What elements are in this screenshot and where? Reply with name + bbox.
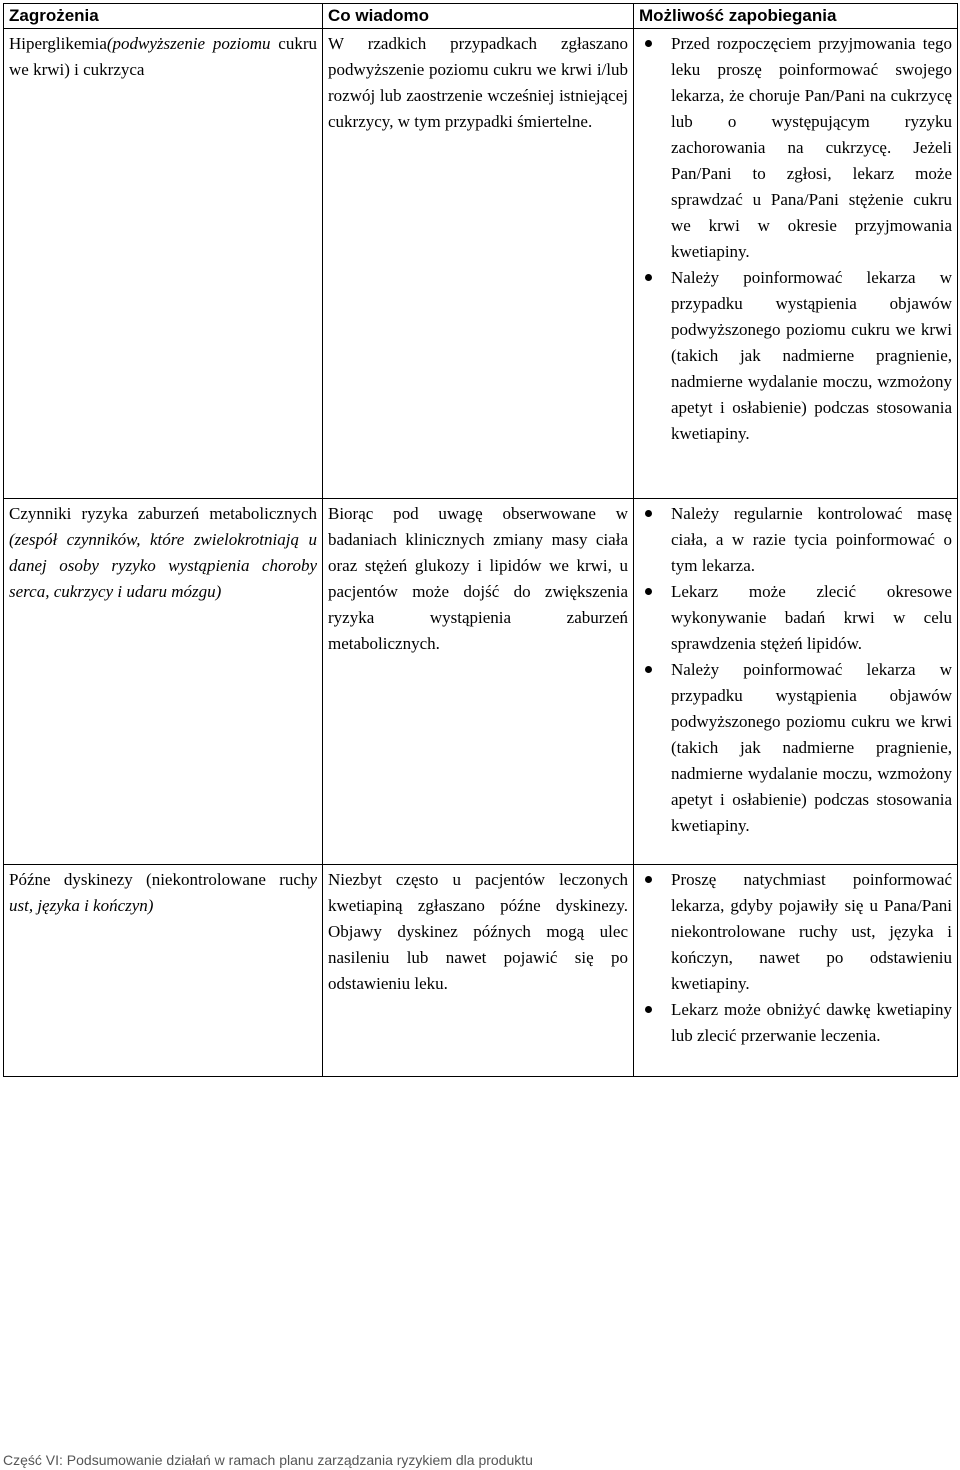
known-text: Biorąc pod uwagę obserwowane w badaniach klinicznych zmiany masy ciała oraz stężeń glukozy i lipidów we krwi, u pacjentów może dojść do zwiększenia ryzyka wystąpienia zaburzeń metabolicznych. bbox=[328, 504, 628, 653]
bullet-icon bbox=[645, 1006, 652, 1013]
risk-description: (podwyższenie poziomu bbox=[106, 34, 271, 53]
prevention-list bbox=[639, 31, 952, 447]
list-item-text: Lekarz może obniżyć dawkę kwetiapiny lub zlecić przerwanie leczenia. bbox=[671, 1000, 952, 1045]
bullet-icon bbox=[645, 40, 652, 47]
list-item-text: Należy poinformować lekarza w przypadku wystąpienia objawów podwyższonego poziomu cukru we krwi (takich jak nadmierne pragnienie, nadmierne wydalanie moczu, wzmożony apetyt i osłabienie) podczas stosowania kwetiapiny. bbox=[671, 660, 952, 835]
prevention-cell bbox=[634, 499, 958, 865]
prevention-cell bbox=[634, 865, 958, 1077]
table-row bbox=[4, 499, 958, 865]
known-text: W rzadkich przypadkach zgłaszano podwyższenie poziomu cukru we krwi i/lub rozwój lub zaostrzenie wcześniej istniejącej cukrzycy, w tym przypadki śmiertelne. bbox=[328, 34, 628, 131]
header-prevention: Możliwość zapobiegania bbox=[634, 4, 958, 29]
list-item bbox=[639, 31, 952, 265]
list-item bbox=[639, 657, 952, 839]
bullet-icon bbox=[645, 876, 652, 883]
risk-table bbox=[3, 3, 958, 1077]
prevention-cell bbox=[634, 29, 958, 499]
known-cell bbox=[323, 29, 634, 499]
table-header-row bbox=[4, 4, 958, 29]
header-known: Co wiadomo bbox=[323, 4, 634, 29]
list-item-text: Należy regularnie kontrolować masę ciała, a w razie tycia poinformować o tym lekarza. bbox=[671, 504, 952, 575]
risk-text bbox=[9, 867, 317, 919]
known-text: Niezbyt często u pacjentów leczonych kwetiapiną zgłaszano późne dyskinezy. Objawy dyskinez późnych mogą ulec nasileniu lub nawet pojawić się po odstawieniu leku. bbox=[328, 870, 628, 993]
risk-text bbox=[9, 501, 317, 605]
list-item bbox=[639, 501, 952, 579]
list-item bbox=[639, 997, 952, 1049]
prevention-list bbox=[639, 501, 952, 839]
list-item bbox=[639, 265, 952, 447]
list-item bbox=[639, 579, 952, 657]
risk-cell bbox=[4, 499, 323, 865]
page-footer: Część VI: Podsumowanie działań w ramach planu zarządzania ryzykiem dla produktu bbox=[3, 1452, 533, 1468]
risk-description: (zespół czynników, które zwielokrotniają u danej osoby ryzyko wystąpienia choroby serca, cukrzycy i udaru mózgu) bbox=[9, 530, 317, 601]
table-row bbox=[4, 29, 958, 499]
table-row bbox=[4, 865, 958, 1077]
list-item-text: Lekarz może zlecić okresowe wykonywanie badań krwi w celu sprawdzenia stężeń lipidów. bbox=[671, 582, 952, 653]
risk-name: Późne dyskinezy (niekontrolowane ruch bbox=[9, 870, 310, 889]
list-item bbox=[639, 867, 952, 997]
bullet-icon bbox=[645, 588, 652, 595]
risk-name: Hiperglikemia bbox=[9, 34, 107, 53]
risk-name: Czynniki ryzyka zaburzeń metabolicznych bbox=[9, 504, 317, 523]
risk-description: y ust, języka i kończyn) bbox=[9, 870, 317, 915]
risk-cell bbox=[4, 29, 323, 499]
header-risks: Zagrożenia bbox=[4, 4, 323, 29]
bullet-icon bbox=[645, 666, 652, 673]
bullet-icon bbox=[645, 510, 652, 517]
risk-text bbox=[9, 31, 317, 83]
list-item-text: Proszę natychmiast poinformować lekarza, gdyby pojawiły się u Pana/Pani niekontrolowane ruchy ust, języka i kończyn, nawet po odstawieniu kwetiapiny. bbox=[671, 870, 952, 993]
known-cell bbox=[323, 865, 634, 1077]
risk-cell bbox=[4, 865, 323, 1077]
list-item-text: Należy poinformować lekarza w przypadku wystąpienia objawów podwyższonego poziomu cukru we krwi (takich jak nadmierne pragnienie, nadmierne wydalanie moczu, wzmożony apetyt i osłabienie) podczas stosowania kwetiapiny. bbox=[671, 268, 952, 443]
list-item-text: Przed rozpoczęciem przyjmowania tego leku proszę poinformować swojego lekarza, że choruje Pan/Pani na cukrzycę lub o występującym ryzyku zachorowania na cukrzycę. Jeżeli Pan/Pani to zgłosi, lekarz może sprawdzać u Pana/Pani stężenie cukru we krwi w okresie przyjmowania kwetiapiny. bbox=[671, 34, 952, 261]
known-cell bbox=[323, 499, 634, 865]
risk-name-rest: cukru we krwi) i cukrzyca bbox=[9, 34, 317, 79]
prevention-list bbox=[639, 867, 952, 1049]
bullet-icon bbox=[645, 274, 652, 281]
